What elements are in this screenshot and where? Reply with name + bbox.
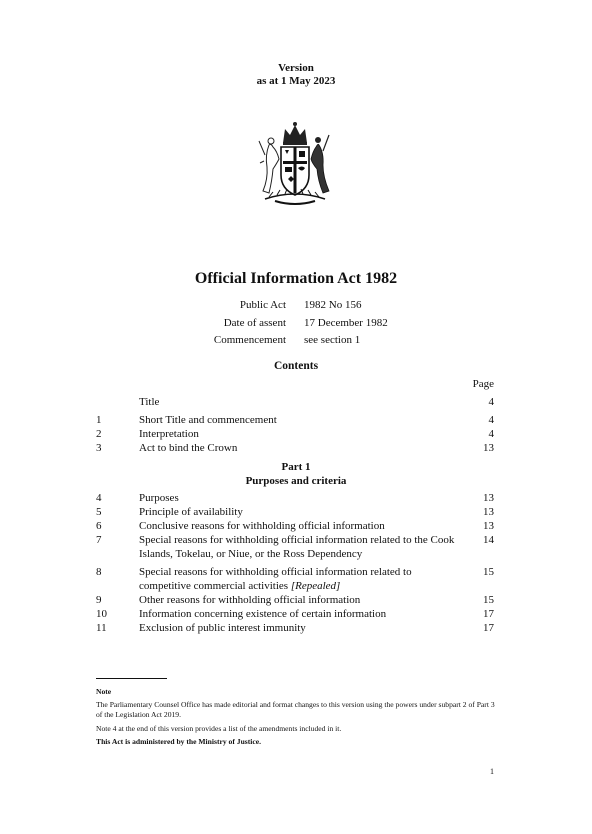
toc-entry-page: 15	[483, 594, 494, 607]
table-of-contents	[0, 396, 592, 636]
toc-entry-page: 4	[488, 396, 494, 408]
toc-entry-page: 13	[483, 520, 494, 533]
meta-row-public-act	[0, 299, 592, 317]
note-text: Note 4 at the end of this version provides a list of the amendments included in it.	[96, 723, 342, 733]
toc-entry-number: 4	[96, 492, 102, 505]
toc-entry-number: 9	[96, 594, 102, 607]
toc-entry-text	[139, 566, 459, 593]
toc-row[interactable]	[0, 492, 592, 506]
toc-entry-text: Title	[139, 396, 160, 408]
toc-entry-text: Purposes	[139, 492, 179, 505]
toc-row[interactable]	[0, 566, 592, 594]
meta-row-commencement	[0, 334, 592, 352]
toc-entry-number: 10	[96, 608, 107, 621]
coat-of-arms-icon	[245, 115, 345, 210]
act-title: Official Information Act 1982	[194, 270, 398, 287]
toc-entry-page: 14	[483, 534, 494, 547]
toc-entry-text: Special reasons for withholding official information related to the Cook Islands, Tokelau, or Niue, or the Ross Dependency	[139, 534, 455, 560]
toc-entry-page: 13	[483, 442, 494, 454]
toc-entry-page: 13	[483, 492, 494, 505]
version-date: as at 1 May 2023	[256, 75, 336, 87]
toc-entry-text: Act to bind the Crown	[139, 442, 238, 454]
toc-row[interactable]	[0, 534, 592, 562]
toc-row[interactable]	[0, 594, 592, 608]
footnote	[96, 687, 496, 750]
toc-row[interactable]	[0, 442, 592, 456]
meta-row-date-of-assent	[0, 317, 592, 335]
toc-entry-number: 11	[96, 622, 107, 635]
toc-entry-page: 17	[483, 608, 494, 621]
note-administered-by: This Act is administered by the Ministry of Justice.	[96, 736, 262, 746]
toc-row-title[interactable]	[0, 396, 592, 410]
toc-row[interactable]	[0, 622, 592, 636]
toc-entry-text: Short Title and commencement	[139, 414, 277, 426]
toc-entry-text: Conclusive reasons for withholding official information	[139, 520, 385, 533]
toc-entry-text: Information concerning existence of certain information	[139, 608, 387, 621]
toc-entry-page: 17	[483, 622, 494, 635]
toc-entry-page: 13	[483, 506, 494, 519]
version-header	[0, 62, 592, 88]
toc-entry-number: 8	[96, 566, 102, 579]
meta-label: Public Act	[239, 299, 286, 311]
toc-entry-page: 4	[488, 428, 494, 440]
toc-row[interactable]	[0, 506, 592, 520]
meta-value: 1982 No 156	[304, 299, 362, 311]
toc-entry-page: 4	[488, 414, 494, 426]
note-text: The Parliamentary Counsel Office has made editorial and format changes to this version using the powers under subpart 2 of Part 3 of the Legislation Act 2019.	[96, 700, 495, 720]
toc-entry-text: Interpretation	[139, 428, 199, 440]
meta-label: Date of assent	[223, 316, 286, 329]
toc-entry-text: Principle of availability	[139, 506, 243, 519]
footnote-divider	[96, 678, 167, 679]
toc-entry-page: 15	[483, 566, 494, 579]
page-number: 1	[490, 767, 494, 776]
meta-value: see section 1	[304, 334, 361, 346]
repealed-marker: [Repealed]	[290, 579, 341, 592]
toc-entry-text: Exclusion of public interest immunity	[139, 622, 306, 635]
part-title[interactable]: Purposes and criteria	[245, 474, 347, 487]
toc-row[interactable]	[0, 428, 592, 442]
toc-row[interactable]	[0, 608, 592, 622]
toc-entry-number: 6	[96, 520, 102, 533]
toc-row[interactable]	[0, 414, 592, 428]
act-metadata	[0, 299, 592, 352]
part-label[interactable]: Part 1	[281, 461, 311, 473]
meta-value: 17 December 1982	[304, 316, 388, 329]
contents-heading: Contents	[273, 360, 319, 372]
toc-entry-number: 3	[96, 442, 102, 454]
toc-entry-text-main: Special reasons for withholding official information related to competitive commercial activities	[139, 566, 412, 592]
note-heading: Note	[96, 687, 112, 696]
toc-entry-number: 5	[96, 506, 102, 519]
page-column-header: Page	[472, 378, 494, 390]
toc-entry-number: 2	[96, 428, 102, 440]
toc-entry-number: 1	[96, 414, 102, 426]
toc-row[interactable]	[0, 520, 592, 534]
version-label: Version	[278, 62, 314, 74]
meta-label: Commencement	[213, 334, 286, 346]
toc-entry-text: Other reasons for withholding official information	[139, 594, 361, 607]
toc-entry-number: 7	[96, 534, 102, 547]
